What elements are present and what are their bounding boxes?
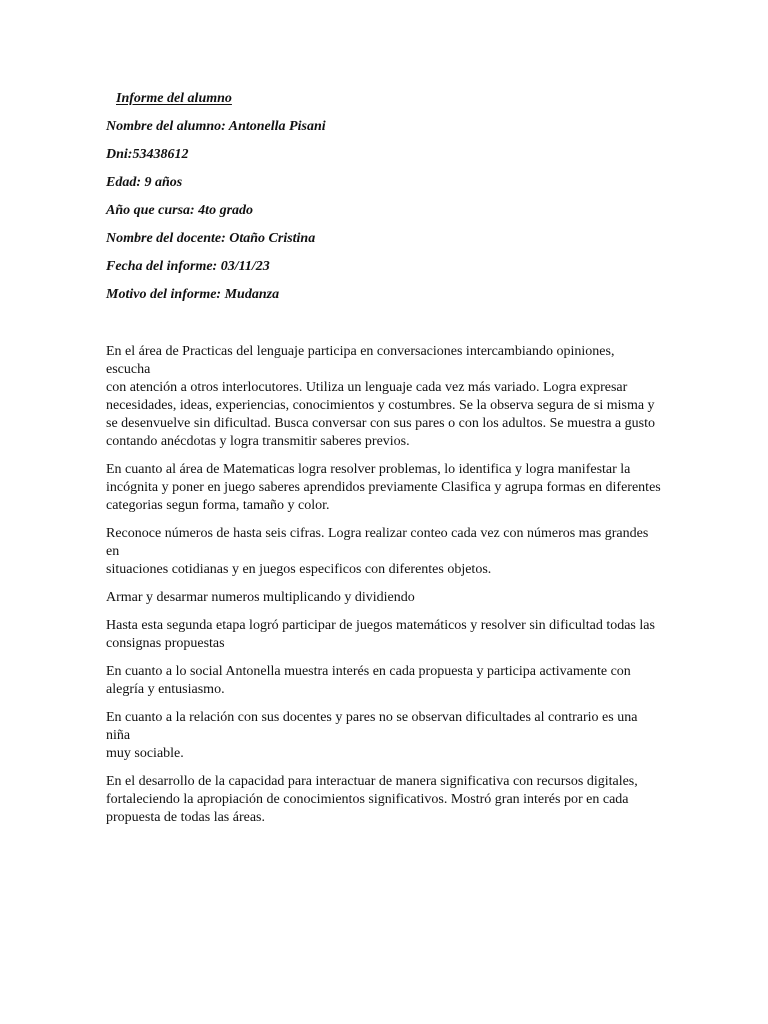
grade-field: Año que cursa: 4to grado bbox=[106, 203, 254, 218]
paragraph-digital: En el desarrollo de la capacidad para interactuar de manera significativa con recursos digitales, fortaleciendo la apropiación de conocimientos significativos. Mostró gran interés por en cada propuesta de todas las áreas. bbox=[106, 774, 638, 825]
report-header bbox=[106, 90, 666, 314]
student-name-field: Nombre del alumno: Antonella Pisani bbox=[106, 119, 326, 134]
paragraph-social: En cuanto a lo social Antonella muestra interés en cada propuesta y participa activamente con alegría y entusiasmo. bbox=[106, 664, 631, 697]
report-title bbox=[106, 90, 666, 108]
report-date-field: Fecha del informe: 03/11/23 bbox=[106, 259, 270, 274]
report-body bbox=[106, 343, 662, 837]
dni-field: Dni:53438612 bbox=[106, 147, 189, 162]
paragraph-operations: Armar y desarmar numeros multiplicando y dividiendo bbox=[106, 590, 415, 605]
report-reason-field: Motivo del informe: Mudanza bbox=[106, 287, 280, 302]
paragraph-numbers: Reconoce números de hasta seis cifras. Logra realizar conteo cada vez con números mas grandes en situaciones cotidianas y en juegos especificos con diferentes objetos. bbox=[106, 526, 649, 577]
paragraph-relations: En cuanto a la relación con sus docentes y pares no se observan dificultades al contrario es una niña muy sociable. bbox=[106, 710, 638, 761]
paragraph-language: En el área de Practicas del lenguaje participa en conversaciones intercambiando opiniones, escucha con atención a otros interlocutores. Utiliza un lenguaje cada vez más variado. Logra expresar necesidades, ideas, experiencias, conocimientos y costumbres. Se la observa segura de si misma y se desenvuelve sin dificultad. Busca conversar con sus pares o con los adultos. Se muestra a gusto contando anécdotas y logra transmitir saberes previos. bbox=[106, 344, 655, 449]
report-title-text: Informe del alumno bbox=[116, 91, 232, 106]
teacher-name-field: Nombre del docente: Otaño Cristina bbox=[106, 231, 316, 246]
age-field: Edad: 9 años bbox=[106, 175, 183, 190]
paragraph-math-games: Hasta esta segunda etapa logró participar de juegos matemáticos y resolver sin dificultad todas las consignas propuestas bbox=[106, 618, 655, 651]
paragraph-math: En cuanto al área de Matematicas logra resolver problemas, lo identifica y logra manifestar la incógnita y poner en juego saberes aprendidos previamente Clasifica y agrupa formas en diferentes categorias segun forma, tamaño y color. bbox=[106, 462, 661, 513]
